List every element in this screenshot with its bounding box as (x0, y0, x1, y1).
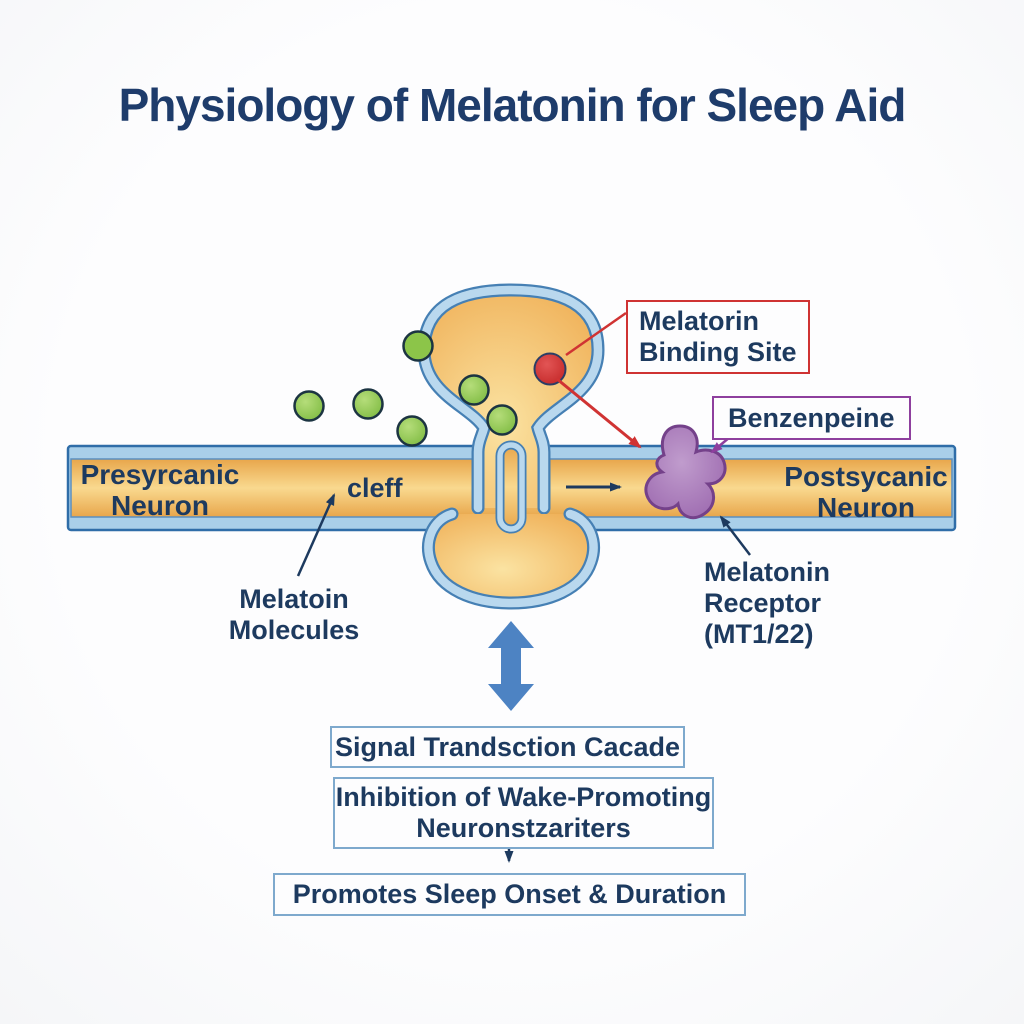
flow-step-line: Inhibition of Wake-Promoting (335, 782, 712, 812)
binding-site-line-2: Binding Site (639, 337, 797, 367)
flow-step-inhibition (333, 777, 714, 849)
flow-step-line: Promotes Sleep Onset & Duration (292, 879, 727, 909)
page-title: Physiology of Melatonin for Sleep Aid (118, 79, 906, 131)
binding-site-label-box (626, 300, 810, 374)
melatonin-molecule (398, 417, 427, 446)
postsynaptic-line-2: Neuron (817, 492, 915, 523)
flow-step-line: Signal Trandsction Cacade (334, 731, 681, 762)
melatonin-molecule (354, 390, 383, 419)
melatonin-molecules-label (194, 584, 394, 646)
melatonin-molecule (404, 332, 433, 361)
bidirectional-arrow (488, 621, 534, 711)
melatonin-molecule (460, 376, 489, 405)
flow-step-line: Neuronstzariters (416, 813, 631, 843)
presynaptic-neuron-label (60, 459, 260, 521)
receptor-line-1: Melatonin (704, 557, 830, 587)
flow-step-promotes-sleep (273, 873, 746, 916)
melatonin-molecule (295, 392, 324, 421)
postsynaptic-line-1: Postsycanic (784, 461, 948, 492)
postsynaptic-neuron-label (766, 461, 966, 523)
receptor-line-2: Receptor (704, 588, 822, 618)
cleft-label: cleff (347, 473, 403, 503)
presynaptic-line-1: Presyrcanic (80, 459, 240, 490)
molecules-line-1: Melatoin (239, 584, 349, 614)
flow-step-signal-transduction (330, 726, 685, 768)
synaptic-cleft-channel (500, 445, 522, 529)
receptor-tag-box: Benzenpeine (712, 396, 911, 440)
melatonin-molecule (488, 406, 517, 435)
presynaptic-line-2: Neuron (111, 490, 209, 521)
binding-site-line-1: Melatorin (639, 306, 760, 336)
molecules-line-2: Molecules (228, 615, 360, 645)
binding-site-to-membrane-arrow (557, 379, 640, 447)
melatonin-receptor-label (704, 557, 830, 650)
receptor-line-3: (MT1/22) (704, 619, 814, 649)
binding-site-dot (535, 354, 566, 385)
